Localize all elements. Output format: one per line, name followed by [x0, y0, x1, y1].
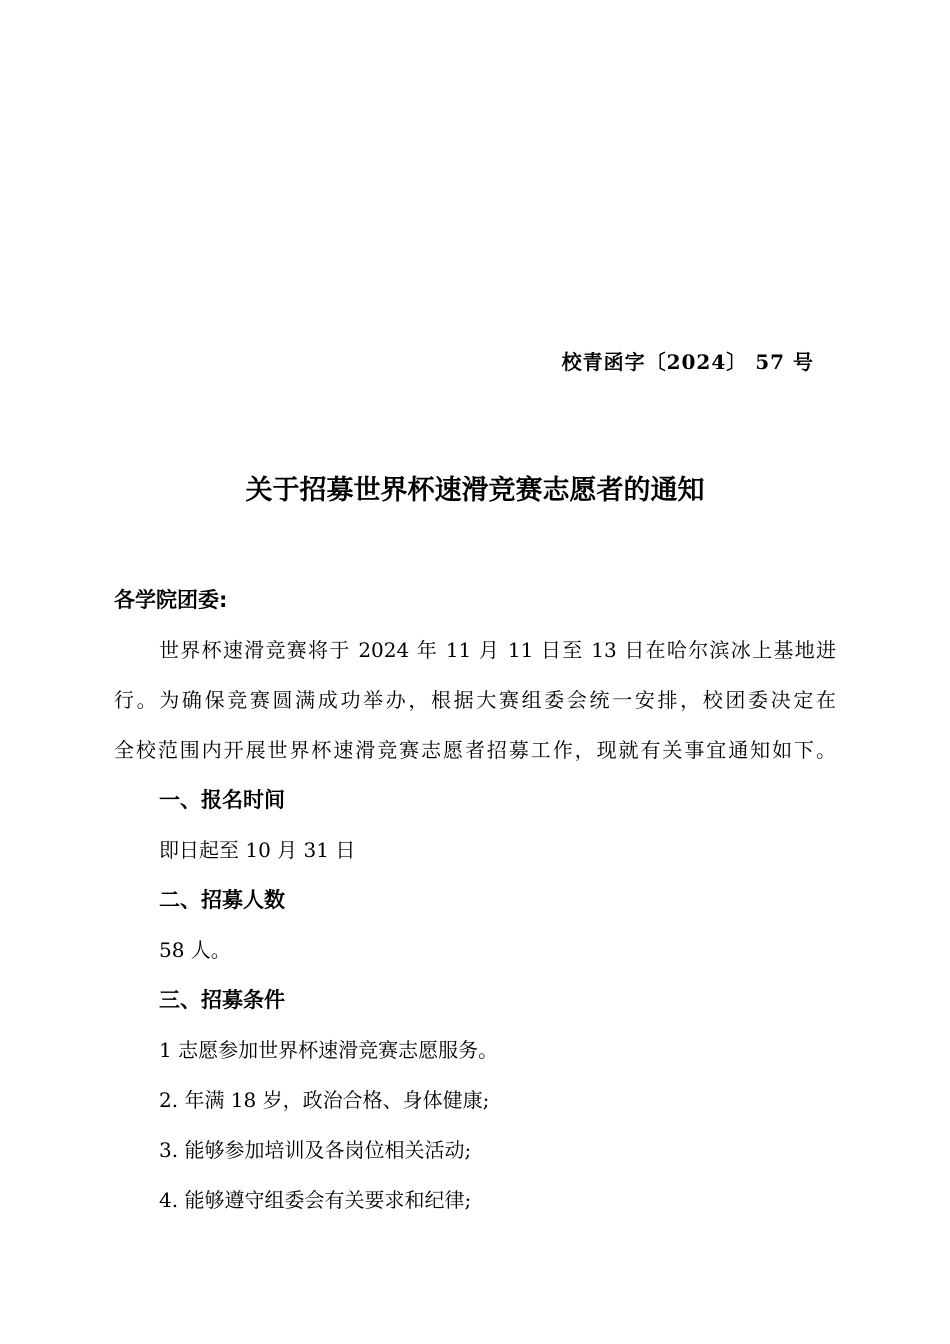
document-title: 关于招募世界杯速滑竞赛志愿者的通知 — [245, 475, 705, 506]
recruit-count-text: 58 人。 — [159, 938, 231, 962]
intro-line-1: 世界杯速滑竞赛将于 2024 年 11 月 11 日至 13 日在哈尔滨冰上基地进 — [159, 638, 836, 662]
condition-item-2: 2. 年满 18 岁，政治合格、身体健康; — [159, 1088, 490, 1112]
salutation: 各学院团委: — [114, 588, 228, 612]
condition-item-1: 1 志愿参加世界杯速滑竞赛志愿服务。 — [159, 1038, 499, 1062]
section-heading-recruit-count: 二、招募人数 — [159, 888, 285, 912]
section-heading-conditions: 三、招募条件 — [159, 988, 285, 1012]
section-heading-registration-time: 一、报名时间 — [159, 788, 285, 812]
intro-line-3: 全校范围内开展世界杯速滑竞赛志愿者招募工作，现就有关事宜通知如下。 — [114, 738, 836, 762]
condition-item-3: 3. 能够参加培训及各岗位相关活动; — [159, 1138, 472, 1162]
document-number: 校青函字〔2024〕 57 号 — [561, 350, 814, 374]
registration-time-text: 即日起至 10 月 31 日 — [159, 838, 356, 862]
intro-line-2: 行。为确保竞赛圆满成功举办，根据大赛组委会统一安排，校团委决定在 — [114, 688, 836, 712]
condition-item-4: 4. 能够遵守组委会有关要求和纪律; — [159, 1188, 472, 1212]
